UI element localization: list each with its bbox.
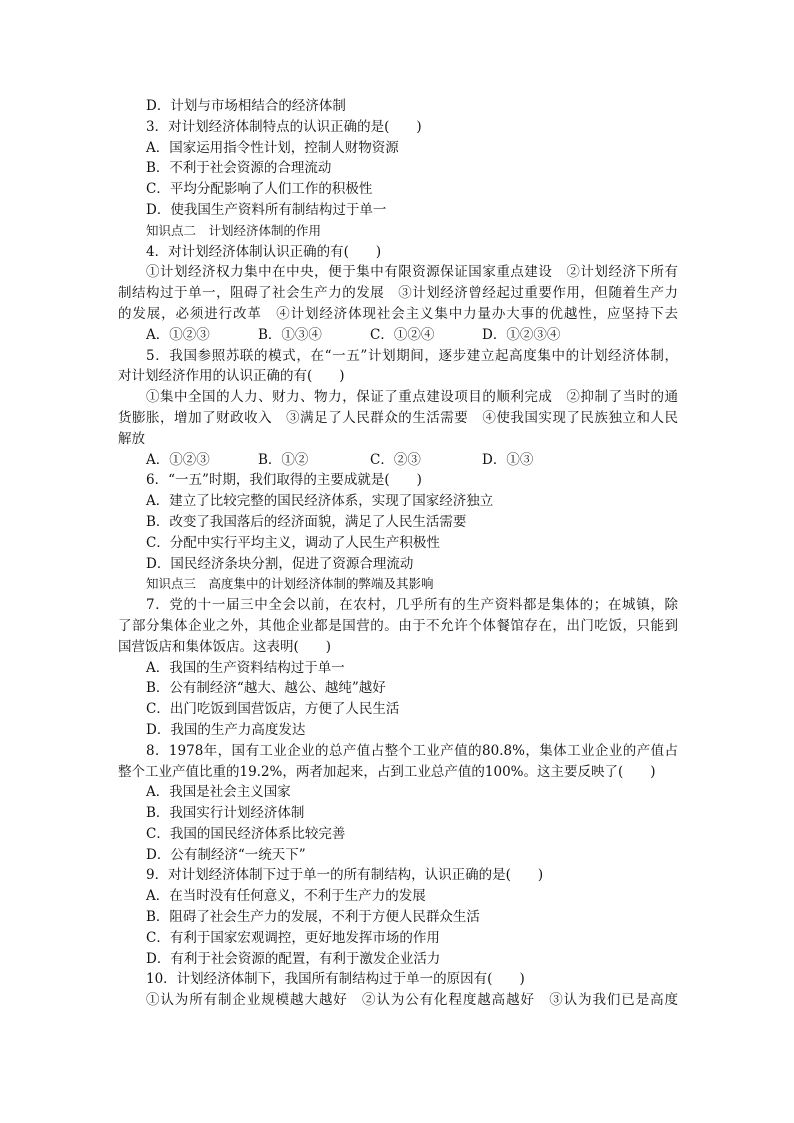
- q5-stem-line: 对计划经济作用的认识正确的有( ): [118, 368, 345, 385]
- q10-stem: 10．计划经济体制下，我国所有制结构过于单一的原因有( ): [146, 971, 525, 988]
- q7-stem-line: 7．党的十一届三中全会以前，在农村，几乎所有的生产资料都是集体的；在城镇，除: [146, 597, 678, 614]
- q9-option-b: B．阻碍了社会生产力的发展，不利于方便人民群众生活: [146, 909, 480, 926]
- q4-statement-line: 的发展，必须进行改革 ④计划经济体现社会主义集中力量办大事的优越性，应坚持下去: [118, 305, 678, 322]
- q4-option-c: C．①②④: [370, 326, 435, 343]
- q9-option-c: C．有利于国家宏观调控，更好地发挥市场的作用: [146, 929, 440, 946]
- q9-option-a: A．在当时没有任何意义，不利于生产力的发展: [146, 888, 426, 905]
- q7-option-d: D．我国的生产力高度发达: [146, 721, 306, 738]
- q5-statement-line: 解放: [118, 430, 145, 447]
- q3-stem: 3．对计划经济体制特点的认识正确的是( ): [146, 118, 422, 135]
- q9-option-d: D．有利于社会资源的配置，有利于激发企业活力: [146, 950, 441, 967]
- q8-option-c: C．我国的国民经济体系比较完善: [146, 825, 346, 842]
- q6-option-c: C．分配中实行平均主义，调动了人民生产积极性: [146, 534, 440, 551]
- q8-option-b: B．我国实行计划经济体制: [146, 805, 305, 822]
- q5-options: [118, 450, 678, 471]
- q6-option-b: B．改变了我国落后的经济面貌，满足了人民生活需要: [146, 513, 467, 530]
- q5-statement-line: 货膨胀，增加了财政收入 ③满足了人民群众的生活需要 ④使我国实现了民族独立和人民: [118, 409, 678, 426]
- q6-option-d: D．国民经济条块分割，促进了资源合理流动: [146, 555, 414, 572]
- q2-option-d: D．计划与市场相结合的经济体制: [146, 98, 346, 114]
- document-content: [118, 96, 678, 1011]
- q4-options: [118, 325, 678, 346]
- q4-stem: 4．对计划经济体制认识正确的有( ): [146, 243, 382, 260]
- q6-stem: 6．“一五”时期，我们取得的主要成就是( ): [146, 472, 422, 489]
- q4-statement-line: ①计划经济权力集中在中央，便于集中有限资源保证国家重点建设 ②计划经济下所有: [146, 264, 678, 281]
- q8-option-a: A．我国是社会主义国家: [146, 784, 291, 801]
- q9-stem: 9．对计划经济体制下过于单一的所有制结构，认识正确的是( ): [146, 867, 544, 884]
- q3-option-d: D．使我国生产资料所有制结构过于单一: [146, 201, 387, 218]
- q8-stem-line: 8．1978年，国有工业企业的总产值占整个工业产值的80.8%，集体工业企业的产值占: [146, 742, 678, 759]
- q4-option-a: A．①②③: [146, 326, 210, 343]
- q3-option-b: B．不利于社会资源的合理流动: [146, 160, 332, 177]
- q7-stem-line: 了部分集体企业之外，其他企业都是国营的。由于不允许个体餐馆存在，出门吃饭，只能到: [118, 617, 678, 634]
- q7-stem-line: 国营饭店和集体饭店。这表明( ): [118, 638, 332, 655]
- q3-option-a: A．国家运用指令性计划，控制人财物资源: [146, 139, 399, 156]
- q7-option-b: B．公有制经济“越大、越公、越纯”越好: [146, 680, 386, 697]
- q5-option-d: D．①③: [482, 451, 534, 468]
- q8-stem-line: 整个工业产值比重的19.2%，两者加起来，占到工业总产值的100%。这主要反映了( ): [118, 763, 656, 780]
- section-heading-3: 知识点三 高度集中的计划经济体制的弊端及其影响: [146, 576, 434, 592]
- q5-statement-line: ①集中全国的人力、财力、物力，保证了重点建设项目的顺利完成 ②抑制了当时的通: [146, 389, 678, 406]
- q4-option-d: D．①②③④: [482, 326, 561, 343]
- q4-option-b: B．①③④: [258, 326, 322, 343]
- q5-stem-line: 5．我国参照苏联的模式，在“一五”计划期间，逐步建立起高度集中的计划经济体制，: [146, 347, 678, 364]
- q7-option-c: C．出门吃饭到国营饭店，方便了人民生活: [146, 701, 400, 718]
- q3-option-c: C．平均分配影响了人们工作的积极性: [146, 181, 373, 198]
- q6-option-a: A．建立了比较完整的国民经济体系，实现了国家经济独立: [146, 493, 494, 510]
- q10-statement-line: ①认为所有制企业规模越大越好 ②认为公有化程度越高越好 ③认为我们已是高度: [146, 992, 678, 1009]
- q5-option-a: A．①②③: [146, 451, 210, 468]
- q7-option-a: A．我国的生产资料结构过于单一: [146, 659, 345, 676]
- q5-option-b: B．①②: [258, 451, 309, 468]
- section-heading-2: 知识点二 计划经济体制的作用: [146, 222, 322, 238]
- q4-statement-line: 制结构过于单一，阻碍了社会生产力的发展 ③计划经济曾经起过重要作用，但随着生产力: [118, 285, 678, 302]
- q8-option-d: D．公有制经济“一统天下”: [146, 846, 306, 863]
- q5-option-c: C．②③: [370, 451, 421, 468]
